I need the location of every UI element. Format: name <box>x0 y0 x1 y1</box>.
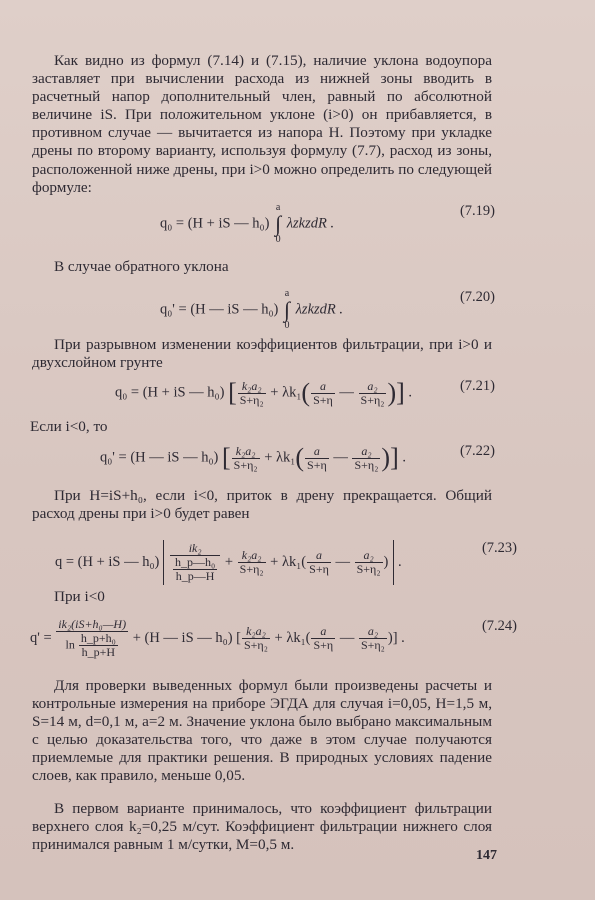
equation-number: (7.20) <box>459 289 495 305</box>
equation-number: (7.23) <box>481 540 517 556</box>
paragraph-1: Как видно из формул (7.14) и (7.15), наличие уклона водоупора заставляет при вычислении расхода из нижней зоны вводить в расчетный напор дополнительный член, равный по абсолютной величине iS. При положительном уклоне (i>0) он прибавляется, в противном случае — вычитается из напора H. Поэтому при укладке дрены по второму варианту, используя формулу (7.7), расход из зоны, расположенной ниже дрены, при i>0 можно определить по следующей формуле: <box>32 52 492 196</box>
paragraph-2: В случае обратного уклона <box>54 258 229 275</box>
paragraph-4: Если i<0, то <box>30 418 108 435</box>
equation-number: (7.22) <box>459 443 495 459</box>
paragraph-6: При i<0 <box>54 588 105 605</box>
paragraph-3: При разрывном изменении коэффициентов фильтрации, при i>0 и двухслойном грунте <box>32 336 492 372</box>
paragraph-5: При H=iS+h₀, если i<0, приток в дрену прекращается. Общий расход дрены при i>0 будет равен <box>32 487 492 523</box>
page-number: 147 <box>476 848 497 863</box>
book-page: Как видно из формул (7.14) и (7.15), наличие уклона водоупора заставляет при вычислении расхода из нижней зоны вводить в расчетный напор дополнительный член, равный по абсолютной величине iS. При положительном уклоне (i>0) он прибавляется, в противном случае — вычитается из напора H. Поэтому при укладке дрены по второму варианту, используя формулу (7.7), расход из зоны, расположенной ниже дрены, при i>0 можно определить по следующей формуле: q₀ = (H + iS — h₀) a ∫ 0 λzkzdR . (7.19) В случае обратного уклона q₀' = (H — iS — h₀) a ∫ 0 λzkzdR . (7.20) При разрывном изменении коэффициентов фильтрации, при i>0 и двухслойном грунте q₀ = (H + iS — h₀) [ $\frac{\text{k₂a₂}}{\text{S+η₂}}$ + λk₁( $\frac{a}{S+\eta}$ — $\frac{\text{a₂}}{\text{S+η₂}}$ )] . (7.21) Если i<0, то q₀' = (H — iS — h₀) [ $\frac{\text{k₂a₂}}{\text{S+η₂}}$ + λk₁( $\frac{a}{S+\eta}$ — $\frac{\text{a₂}}{\text{S+η₂}}$ )] . (7.22) При H=iS+h₀, если i<0, приток в дрену прекращается. Общий расход дрены при i>0 будет равен q = (H + iS — h₀) $\frac{\text{ik₂}}{\frac{\text{h\_p—h₀}}{h\_p—H}}$ + $\frac{\text{k₂a₂}}{\text{S+η₂}}$ + λk₁( $\frac{a}{S+\eta}$ — $\frac{\text{a₂}}{\text{S+η₂}}$ ) . (7.23) При i<0 q' = ik₂(iS+h₀—H) ln $\frac{\text{h\_p+h₀}}{h\_p+H}$ + (H — iS — h₀) [ $\frac{\text{k₂a₂}}{\text{S+η₂}}$ + λk₁( $\frac{a}{S+\eta}$ — $\frac{\text{a₂}}{\text{S+η₂}}$ )] . (7.24) Для проверки выведенных формул были произведены расчеты и контрольные измерения на приборе ЭГДА для случая i=0,05, H=1,5 м, S=14 м, d=0,1 м, a=2 м. Значение уклона было выбрано максимальным с целью доказательства того, что даже в этом случае получаются приемлемые для практики решения. В природных условиях падение слоев, как правило, меньше 0,05. В первом варианте принималось, что коэффициент фильтрации верхнего слоя k₂=0,25 м/сут. Коэффициент фильтрации нижнего слоя принимался равным 1 м/сутки, M=0,5 м. 147 <box>0 0 595 900</box>
paragraph-8: В первом варианте принималось, что коэффициент фильтрации верхнего слоя k₂=0,25 м/сут. Коэффициент фильтрации нижнего слоя принимался равным 1 м/сутки, M=0,5 м. <box>32 800 492 854</box>
equation-number: (7.21) <box>459 378 495 394</box>
equation-number: (7.24) <box>481 618 517 634</box>
paragraph-7: Для проверки выведенных формул были произведены расчеты и контрольные измерения на приборе ЭГДА для случая i=0,05, H=1,5 м, S=14 м, d=0,1 м, a=2 м. Значение уклона было выбрано максимальным с целью доказательства того, что даже в этом случае получаются приемлемые для практики решения. В природных условиях падение слоев, как правило, меньше 0,05. <box>32 677 492 785</box>
equation-number: (7.19) <box>459 203 495 219</box>
